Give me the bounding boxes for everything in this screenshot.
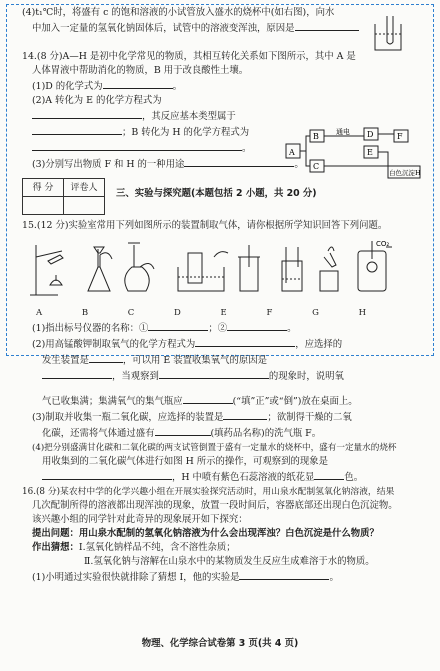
q15-part2a: (2)用高锰酸钾制取氧气的化学方程式为 ，应选择的 — [22, 336, 414, 352]
q16-question: 提出问题：用山泉水配制的氢氧化钠溶液为什么会出现浑浊？白色沉淀是什么物质？ — [32, 528, 379, 539]
q13-part4-line1: (4)t₁℃时，将盛有 c 的饱和溶液的小试管放入盛水的烧杯中(如右图)，向水 — [22, 7, 335, 18]
q15-part3c: 化碳，还需将气体通过盛有 (填药品名称)的洗气瓶 F。 — [22, 425, 414, 441]
q15-intro: 15.(12 分)实验室常用下列如图所示的装置制取气体，请你根据所学知识回答下列问题。 — [22, 220, 388, 231]
q15-part3a: (3)制取并收集一瓶二氧化碳，应选择的装置是 ；欲制得干燥的二氧 — [22, 409, 414, 425]
q15-part2c: 发生装置是 ，可以用 E 装置收集氧气的原因是 — [22, 352, 414, 368]
grader-cell[interactable] — [64, 197, 105, 215]
node-e: E — [367, 148, 373, 157]
answer-blank[interactable] — [32, 108, 142, 119]
answer-blank[interactable] — [148, 320, 208, 331]
edge-label: 通电 — [336, 128, 350, 136]
exam-page — [22, 6, 421, 585]
node-a: A — [289, 148, 295, 157]
q14-part2c: ；B 转化为 H 的化学方程式为 — [22, 124, 414, 140]
q14-part1: (1)D 的化学式为 。 — [22, 78, 414, 94]
apparatus-f-icon — [282, 247, 302, 291]
page-footer: 物理、化学综合试卷第 3 页(共 4 页) — [141, 638, 299, 649]
q13-part4-line2 — [22, 20, 414, 36]
apparatus-labels — [36, 306, 366, 320]
answer-blank[interactable] — [42, 469, 172, 480]
answer-blank[interactable] — [32, 140, 242, 151]
q16-line3: 该兴趣小组的同学针对此奇异的现象展开如下探究： — [32, 514, 248, 525]
node-h: 白色沉淀H — [389, 169, 421, 177]
node-b: B — [313, 132, 319, 141]
answer-blank[interactable] — [184, 156, 294, 167]
answer-blank[interactable] — [183, 393, 233, 404]
node-d: D — [367, 130, 374, 139]
label-g: G — [312, 308, 319, 318]
apparatus-b-icon — [88, 247, 112, 291]
answer-blank[interactable] — [223, 409, 267, 420]
q15-part4c: ，H 中喷有紫色石蕊溶液的纸花显 色。 — [22, 469, 414, 485]
q14-part2d: 。 — [22, 140, 414, 156]
q15-part2g: 气已收集满；集满氧气的集气瓶应 (“填”正”或“倒”)放在桌面上。 — [22, 393, 414, 409]
answer-blank[interactable] — [32, 124, 122, 135]
answer-blank[interactable] — [155, 425, 211, 436]
q14-part2b: ，其反应基本类型属于 — [22, 108, 414, 124]
label-a: A — [36, 308, 43, 318]
node-c: C — [313, 162, 320, 171]
apparatus-figure — [28, 237, 398, 301]
apparatus-e-icon — [238, 245, 260, 291]
beaker-figure — [372, 14, 406, 54]
q16-line1: 16.(8 分)某农村中学的化学兴趣小组在开展实验探究活动时，用山泉水配制氢氧化钠溶液，结果 — [22, 487, 395, 497]
section3-title: 三、实验与探究题(本题包括 2 小题，共 20 分) — [115, 188, 317, 199]
co2-label: CO₂ — [376, 240, 390, 248]
label-d: D — [174, 308, 181, 318]
answer-blank[interactable] — [227, 320, 287, 331]
apparatus-a-icon — [30, 245, 63, 295]
answer-blank[interactable] — [42, 368, 112, 379]
score-box — [22, 178, 105, 215]
grader-label: 评卷人 — [64, 179, 105, 197]
q15-part1: (1)指出标号仪器的名称：① ；② 。 — [22, 320, 414, 336]
answer-blank[interactable] — [159, 368, 269, 379]
apparatus-d-icon — [178, 252, 228, 291]
node-f: F — [397, 132, 403, 141]
score-label: 得 分 — [23, 179, 64, 197]
q14-intro1: 14.(8 分)A—H 是初中化学常见的物质，其相互转化关系如下图所示，其中 A 是 — [22, 51, 356, 62]
apparatus-c-icon — [125, 243, 154, 291]
label-h: H — [358, 308, 366, 318]
answer-blank[interactable] — [103, 78, 173, 89]
answer-blank[interactable] — [195, 336, 295, 347]
answer-blank[interactable] — [239, 569, 329, 580]
q14-flow-diagram — [284, 126, 424, 182]
q16-line2: 几次配制所得的溶液都出现浑浊的现象，放置一段时间后，容器底部还出现白色沉淀物。 — [32, 500, 398, 511]
q15-part2e: ，当观察到 的现象时，说明氧 — [22, 368, 414, 384]
label-c: C — [127, 308, 135, 318]
apparatus-g-icon — [320, 247, 338, 291]
q16-part1: (1)小明通过实验很快就排除了猜想 Ⅰ，他的实验是 。 — [22, 569, 414, 585]
score-cell[interactable] — [23, 197, 64, 215]
q15-part4b: 用收集到的二氧化碳气体进行如图 H 所示的操作，可观察到的现象是 — [42, 456, 329, 467]
q16-hypothesis2: Ⅱ.氢氧化钠与溶解在山泉水中的某物质发生反应生成难溶于水的物质。 — [84, 556, 375, 567]
label-b: B — [81, 308, 89, 318]
apparatus-h-icon — [358, 241, 392, 291]
answer-blank[interactable] — [89, 352, 123, 363]
answer-blank[interactable] — [314, 469, 344, 480]
label-f: F — [266, 308, 273, 318]
answer-blank[interactable] — [295, 20, 359, 31]
label-e: E — [220, 308, 227, 318]
q14-part2a: (2)A 转化为 E 的化学方程式为 — [32, 95, 162, 106]
q15-part4a: (4)把分别盛满甘化碳和二氧化碳的两支试管倒置于盛有一定量水的烧杯中，盛有一定量水的烧杯 — [32, 443, 397, 453]
q13-part4-text: 中加入一定量的氢氧化钠固体后，试管中的溶液变浑浊，原因是 — [32, 23, 295, 34]
q14-intro2: 人体胃液中帮助消化的物质，B 用于改良酸性土壤。 — [32, 65, 249, 76]
q16-hypothesis1: 作出猜想：Ⅰ.氢氧化钠样品不纯，含不溶性杂质； — [32, 542, 236, 553]
q14-part3: (3)分别写出物质 F 和 H 的一种用途 。 — [22, 156, 414, 172]
